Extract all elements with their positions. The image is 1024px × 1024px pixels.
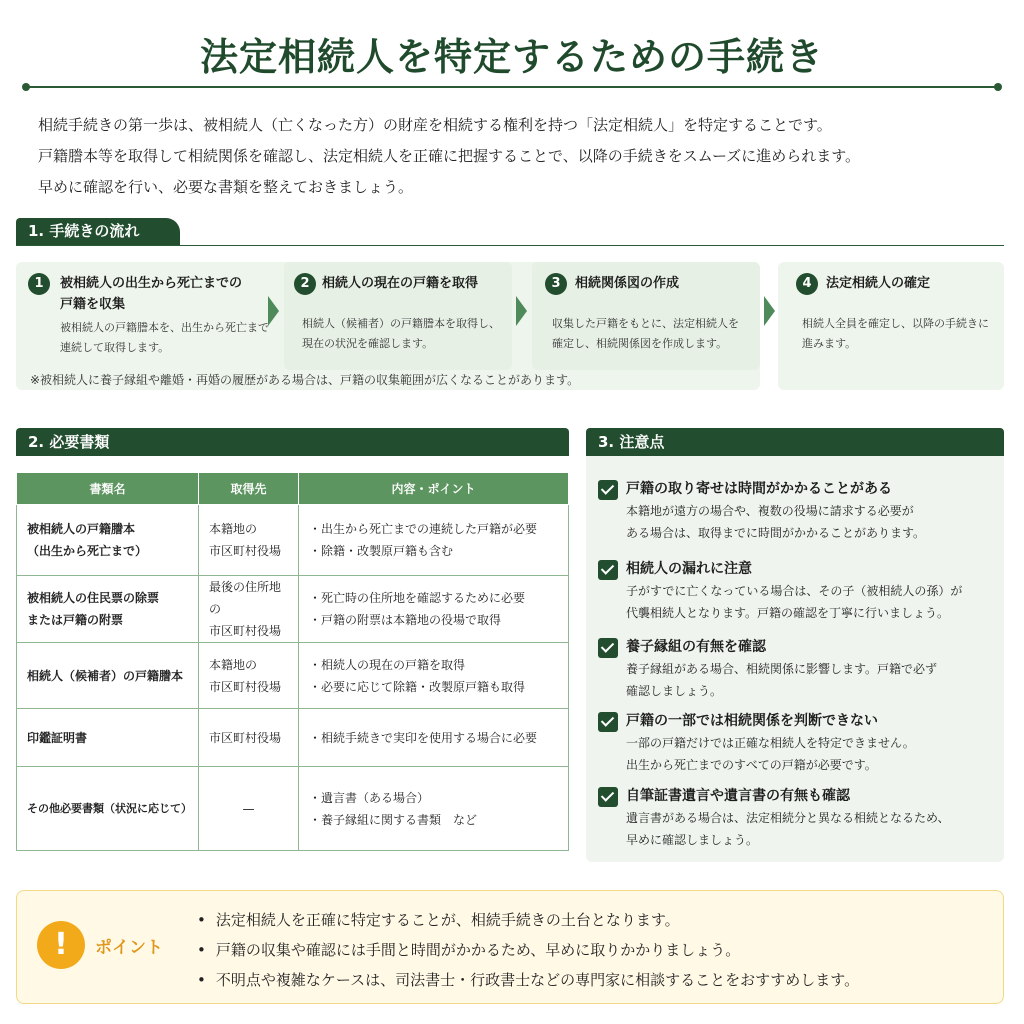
checkbox-checked-icon — [598, 480, 618, 500]
checkbox-checked-icon — [598, 712, 618, 732]
flow-footnote: ※被相続人に養子縁組や離婚・再婚の履歴がある場合は、戸籍の収集範囲が広くなることがあります。 — [30, 373, 580, 387]
doc-source-cell: 本籍地の 市区町村役場 — [199, 505, 299, 576]
checkbox-checked-icon — [598, 787, 618, 807]
list-item: • 戸籍の収集や確認には手間と時間がかかるため、早めに取りかかりましょう。 — [197, 935, 859, 965]
required-documents-table — [16, 472, 569, 851]
note-description: 本籍地が遠方の場合や、複数の役場に請求する必要が ある場合は、取得までに時間がかかることがあります。 — [626, 504, 926, 540]
intro-line: 戸籍謄本等を取得して相続関係を確認し、法定相続人を正確に把握することで、以降の手続きをスムーズに進められます。 — [38, 147, 861, 165]
point-label: ポイント — [95, 938, 163, 958]
note-title: 戸籍の取り寄せは時間がかかることがある — [626, 481, 892, 497]
title-divider — [24, 86, 1000, 88]
flow-arrow-icon — [268, 296, 279, 326]
step-number-badge: 1 — [28, 273, 50, 295]
doc-name-cell: 被相続人の戸籍謄本 （出生から死亡まで） — [17, 505, 199, 576]
doc-source-cell: 市区町村役場 — [199, 709, 299, 767]
step-desc-line: 被相続人の戸籍謄本を、出生から死亡まで — [60, 321, 269, 334]
table-row — [17, 709, 569, 767]
page-title: 法定相続人を特定するための手続き — [199, 35, 824, 79]
intro-line: 相続手続きの第一歩は、被相続人（亡くなった方）の財産を相続する権利を持つ「法定相続人」を特定することです。 — [38, 116, 832, 134]
step-title: 法定相続人の確定 — [826, 276, 931, 291]
step-number-badge: 3 — [545, 273, 567, 295]
step-description — [552, 314, 739, 354]
doc-points-cell: ・相続人の現在の戸籍を取得 ・必要に応じて除籍・改製原戸籍も取得 — [299, 643, 569, 709]
step-number-badge: 2 — [294, 273, 316, 295]
note-description: 養子縁組がある場合、相続関係に影響します。戸籍で必ず 確認しましょう。 — [626, 662, 938, 698]
point-callout — [16, 890, 1004, 1004]
note-description: 一部の戸籍だけでは正確な相続人を特定できません。 出生から死亡までのすべての戸籍が必要です。 — [626, 736, 915, 772]
step-title — [60, 273, 242, 315]
note-title: 養子縁組の有無を確認 — [626, 639, 766, 655]
note-description: 遺言書がある場合は、法定相続分と異なる相続となるため、 早めに確認しましょう。 — [626, 811, 950, 847]
doc-source-cell: 最後の住所地の 市区町村役場 — [199, 576, 299, 643]
table-header-row — [17, 473, 569, 505]
step-number-badge: 4 — [796, 273, 818, 295]
point-list — [197, 905, 859, 995]
docs-section-title: 2. 必要書類 — [16, 428, 569, 456]
list-item: • 不明点や複雑なケースは、司法書士・行政書士などの専門家に相談することをおすすめします。 — [197, 965, 859, 995]
note-title: 自筆証書遺言や遺言書の有無も確認 — [626, 788, 850, 804]
doc-name-cell: その他必要書類（状況に応じて） — [17, 767, 199, 851]
step-desc-line: 相続人（候補者）の戸籍謄本を取得し、 — [302, 317, 500, 330]
step-desc-line: 相続人全員を確定し、以降の手続きに — [802, 317, 989, 330]
step-title: 相続人の現在の戸籍を取得 — [322, 276, 479, 291]
table-row — [17, 505, 569, 576]
note-title: 戸籍の一部では相続関係を判断できない — [626, 713, 878, 729]
checkbox-checked-icon — [598, 638, 618, 658]
flow-section-title: 1. 手続きの流れ — [16, 218, 180, 245]
doc-source-cell: 本籍地の 市区町村役場 — [199, 643, 299, 709]
column-header: 取得先 — [199, 473, 299, 505]
doc-points-cell: ・死亡時の住所地を確認するために必要 ・戸籍の附票は本籍地の役場で取得 — [299, 576, 569, 643]
table-row — [17, 767, 569, 851]
step-desc-line: 現在の状況を確認します。 — [302, 337, 434, 350]
doc-name-cell: 相続人（候補者）の戸籍謄本 — [17, 643, 199, 709]
step-desc-line: 確定し、相続関係図を作成します。 — [552, 337, 728, 350]
note-description: 子がすでに亡くなっている場合は、その子（被相続人の孫）が 代襲相続人となります。戸籍の確認を丁寧に行いましょう。 — [626, 584, 963, 620]
doc-points-cell: ・相続手続きで実印を使用する場合に必要 — [299, 709, 569, 767]
flow-arrow-icon — [516, 296, 527, 326]
step-description — [60, 318, 269, 358]
doc-points-cell: ・遺言書（ある場合） ・養子縁組に関する書類 など — [299, 767, 569, 851]
step-desc-line: 収集した戸籍をもとに、法定相続人を — [552, 317, 739, 330]
step-title: 相続関係図の作成 — [575, 276, 680, 291]
table-row — [17, 643, 569, 709]
exclamation-icon: ! — [37, 921, 85, 969]
doc-name-cell: 被相続人の住民票の除票 または戸籍の附票 — [17, 576, 199, 643]
doc-name-cell: 印鑑証明書 — [17, 709, 199, 767]
flow-arrow-icon — [764, 296, 775, 326]
checkbox-checked-icon — [598, 560, 618, 580]
column-header: 書類名 — [17, 473, 199, 505]
list-item: • 法定相続人を正確に特定することが、相続手続きの土台となります。 — [197, 905, 859, 935]
note-title: 相続人の漏れに注意 — [626, 561, 752, 577]
flow-section-header — [16, 218, 1004, 246]
step-title-line: 戸籍を収集 — [60, 297, 126, 312]
column-header: 内容・ポイント — [299, 473, 569, 505]
intro-text — [38, 110, 998, 203]
intro-line: 早めに確認を行い、必要な書類を整えておきましょう。 — [38, 178, 414, 196]
table-row — [17, 576, 569, 643]
doc-points-cell: ・出生から死亡までの連続した戸籍が必要 ・除籍・改製原戸籍も含む — [299, 505, 569, 576]
step-desc-line: 連続して取得します。 — [60, 341, 170, 354]
doc-source-cell: — — [199, 767, 299, 851]
step-description — [302, 314, 500, 354]
step-desc-line: 進みます。 — [802, 337, 857, 350]
step-description — [802, 314, 989, 354]
step-title-line: 被相続人の出生から死亡までの — [60, 276, 243, 291]
notes-section-title: 3. 注意点 — [586, 428, 1004, 456]
